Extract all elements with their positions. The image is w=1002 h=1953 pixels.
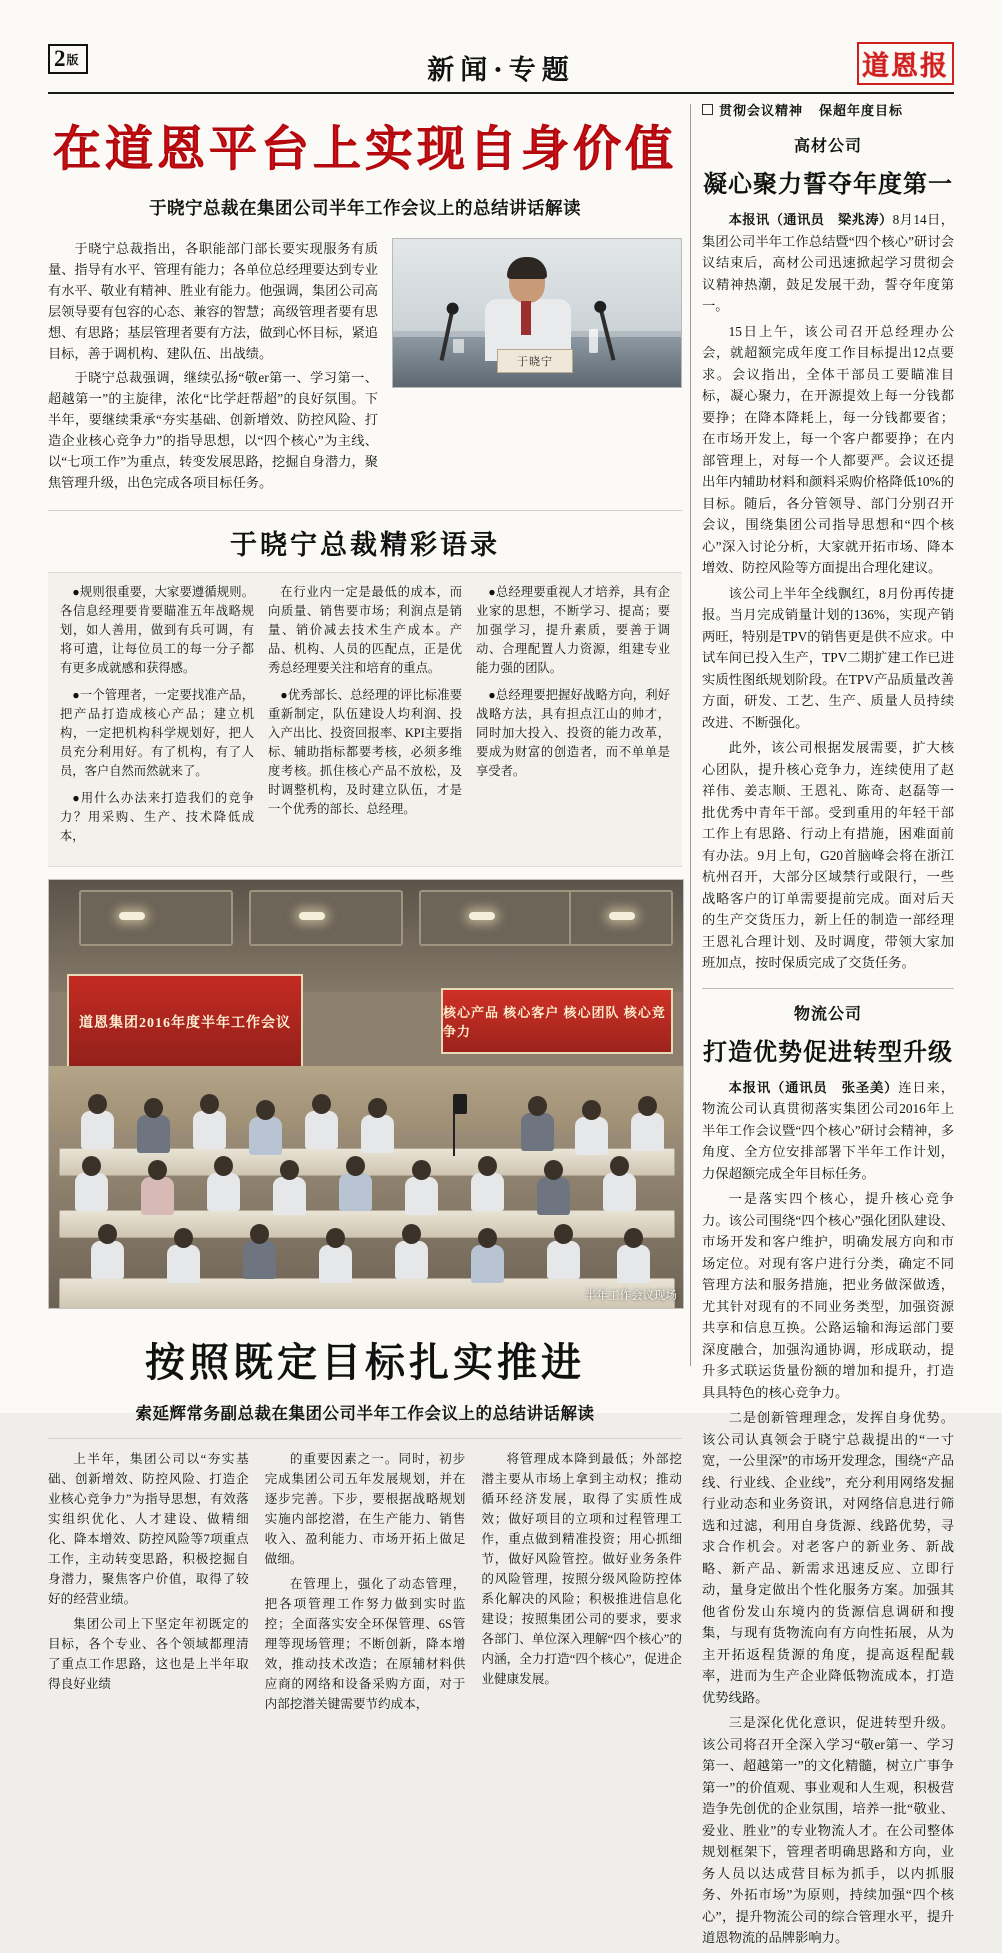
left-column xyxy=(48,104,682,1719)
quote-item xyxy=(268,583,462,678)
attendee xyxy=(573,1100,609,1154)
lead-section xyxy=(48,238,682,496)
article1-title: 凝心聚力誓夺年度第一 xyxy=(703,169,953,198)
ceiling-light xyxy=(299,912,325,920)
photo-caption: 半年工作会议现场 xyxy=(585,1290,677,1302)
attendee xyxy=(271,1160,307,1214)
quote-item xyxy=(476,583,670,678)
quotes-column xyxy=(476,583,670,854)
body-paragraph: 在管理上，强化了动态管理，把各项管理工作努力做到实时监控；全面落实安全环保管理、6S管理等现场管理；不断创新，降本增效，推动技术改造；在原辅材料供应商的网络和设备采购方面，对于内部挖潜关键需要节约成本， xyxy=(264,1577,466,1711)
quote-text: 在行业内一定是最低的成本，而向质量、销售要市场；利润点是销量、销价减去技术生产成本。产品、机构、人员的匹配点，正是优秀总经理要关注和培育的重点。 xyxy=(268,585,462,675)
quotes-box xyxy=(48,510,682,867)
right-column xyxy=(702,100,954,1953)
lead-text xyxy=(48,238,378,496)
body-paragraph: 15日上午，该公司召开总经理办公会，就超额完成年度工作目标提出12点要求。会议指出，全体干部员工要瞄准目标，凝心聚力，在开源提效上每一分钱都要挣；在降本降耗上，每一分钱都要省；在市场开发上，每一个客户都要挣；在内部管理上，对每一个人都要严。会议还提出年内辅助材料和颜料采购价格降低10%的目标。随后，各分管领导、部门分别召开会议，围绕集团公司指导思想和“四个核心”深入讨论分析，大家就开拓市场、降本增效、防控风险等方面提出合理化建议。 xyxy=(702,323,954,575)
water-bottle xyxy=(589,329,598,353)
page-number: 2 xyxy=(54,46,67,71)
attendee xyxy=(337,1156,373,1210)
section-title: 新闻·专题 xyxy=(427,55,575,86)
body-paragraph: 一是落实四个核心，提升核心竞争力。该公司围绕“四个核心”强化团队建设、市场开发和客户维护，明确发展方向和市场定位。对现有客户进行分类，确定不同管理方法和服务措施，把业务做深做透，尤其针对现有的不同业务类型，加强资源共享和信息互换。公路运输和海运部门要深度融合，加强沟通协调，形成联动，提升多式联运货量份额的增加和提升，打造具具特色的核心竞争力。 xyxy=(702,1191,954,1400)
quote-text: ●一个管理者，一定要找准产品，把产品打造成核心产品；建立机构，一定把机构科学规划好，把人员充分利用好。有了机构，有了人员，客户自然而然就来了。 xyxy=(60,688,254,778)
flag-left-text: 贯彻会议精神 xyxy=(719,103,804,118)
column-flag xyxy=(702,100,954,119)
attendee xyxy=(469,1228,505,1282)
body-paragraph: 三是深化优化意识，促进转型升级。该公司将召开全深入学习“敬er第一、学习第一、超越第一”的文化精髓，树立广事争第一”的价值观、事业观和人生观，积极营造争先创优的企业氛围，培养一批“敬业、爱业、胜业”的专业物流人才。在公司整体规划框架下，管理者明确思路和方向，业务人员以达成营目标为抓手，以内抓服务、外拓市场”为原则，持续加强“四个核心”，提升物流公司的综合管理水平，提升道恩物流的品牌影响力。 xyxy=(702,1715,954,1945)
quote-item xyxy=(60,583,254,678)
quotes-column xyxy=(60,583,254,854)
attendee xyxy=(535,1160,571,1214)
attendee xyxy=(601,1156,637,1210)
quote-item xyxy=(268,686,462,819)
body-paragraph: 该公司上半年全线飘红，8月份再传捷报。当月完成销量计划的136%，实现产销两旺，特别是TPV的销售更是供不应求。中试车间已投入生产，TPV二期扩建工作已进实质性图纸规划阶段。在TPV产品质量改善方面，研发、工艺、生产、质量人员持续改进、不断强化。 xyxy=(702,585,954,730)
attendee xyxy=(393,1224,429,1278)
attendee xyxy=(165,1228,201,1282)
paper-logo xyxy=(857,42,954,85)
attendee xyxy=(615,1228,651,1282)
masthead xyxy=(48,46,954,94)
body-paragraph xyxy=(702,209,954,317)
ceiling-panel xyxy=(79,890,233,946)
ceiling-light xyxy=(119,912,145,920)
article2-org: 物流公司 xyxy=(793,1005,862,1023)
attendee xyxy=(191,1094,227,1148)
main-headline: 在道恩平台上实现自身价值 xyxy=(52,121,677,177)
square-bullet-icon xyxy=(702,104,713,115)
attendee xyxy=(205,1156,241,1210)
body-paragraph: 将管理成本降到最低；外部挖潜主要从市场上拿到主动权；推动循环经济发展，取得了实质性成效；做好项目的立项和过程管理工作，重点做到精准投资；用心抓细节，做好风险管控。做好业务条件的风险管理，按照分级风险防控体系化解决的风险；积极推进信息化建设；按照集团公司的要求，要求各部门、单位深入理解“四个核心”的内涵，全力打造“四个核心”，促进企业健康发展。 xyxy=(481,1452,683,1686)
paragraph-text: 8月14日，集团公司半年工作总结暨“四个核心”研讨会议结束后，高材公司迅速掀起学习贯彻会议精神热潮，鼓足发展干劲，誓夺年度第一。 xyxy=(702,212,954,313)
attendee xyxy=(469,1156,505,1210)
paragraph-text: 连日来，物流公司认真贯彻落实集团公司2016年上半年工作会议暨“四个核心”研讨会精神，多角度、全方位安排部署下半年工作计划，力保超额完成全年目标任务。 xyxy=(702,1079,954,1181)
ceiling-light xyxy=(469,912,495,920)
quotes-title: 于晓宁总裁精彩语录 xyxy=(230,530,500,561)
body-paragraph: 的重要因素之一。同时，初步完成集团公司五年发展规划，并在逐步完善。下步，要根据战略规划实施内部挖潜，在生产能力、销售收入、盈利能力、市场开拓上做足做细。 xyxy=(264,1452,466,1566)
body-paragraph: 此外，该公司根据发展需要，扩大核心团队，提升核心竞争力，连续使用了赵祥伟、姜志顺、王恩礼、陈奇、赵磊等一批优秀中青年干部。受到重用的年轻干部工作上有思路、行动上有措施，困难面前有办法。9月上旬，G20首脑峰会将在浙江杭州召开，大部分区域禁行或限行，一些战略客户的订单需要提前完成。面对后天的生产交货压力，新上任的制造一部经理王恩礼合理计划、及时调度，带领大家加班加点，按时保质完成了交货任务。 xyxy=(702,740,954,970)
attendee xyxy=(73,1156,109,1210)
ceiling-panel xyxy=(419,890,573,946)
quotes-column xyxy=(268,583,462,854)
attendee xyxy=(403,1160,439,1214)
body-paragraph: 二是创新管理理念，发挥自身优势。该公司认真领会于晓宁总裁提出的“一寸宽，一公里深”的市场开发理念，围绕“产品线、行业线、企业线”，充分利用网络发掘行业动态和业务资讯，对网络信息进行筛选和过滤，利用自身货源、线路优势，寻求合作机会。对老客户的新业务、新战略、新产品、新需求迅速反应、立即行动，量身定做出个性化服务方案。加强其他省份发山东境内的货源信息调研和搜集，与现有货物流向有方向性拓展，从为主开拓返程货源的角度，提高返程配载率，进而为生产企业降低物流成本，打造优势线路。 xyxy=(702,1410,954,1705)
page-unit: 版 xyxy=(66,53,80,67)
article1-org: 高材公司 xyxy=(793,138,862,155)
projection-banner-right: 核心产品 核心客户 核心团队 核心竞争力 xyxy=(441,988,673,1054)
article1-body xyxy=(702,209,954,974)
attendee xyxy=(519,1096,555,1150)
attendee xyxy=(241,1224,277,1278)
body-paragraph: 集团公司上下坚定年初既定的目标，各个专业、各个领域都理清了重点工作思路，这也是上半年取得良好业绩 xyxy=(48,1617,249,1691)
photo-person xyxy=(479,261,575,357)
article2-title: 打造优势促进转型升级 xyxy=(703,1036,953,1066)
attendee xyxy=(545,1224,581,1278)
attendee xyxy=(135,1098,171,1152)
quotes-columns xyxy=(48,572,682,867)
lead-paragraph: 于晓宁总裁指出，各职能部门部长要实现服务有质量、指导有水平、管理有能力；各单位总经理要达到专业有水平、敬业有精神、胜业有能力。他强调，集团公司高层领导要有包容的心态、兼容的智慧；高级管理者要有思想、有思路；基层管理者要有方法，做到心怀目标，紧追目标，善于调机构、建队伍、出战绩。 xyxy=(48,241,378,361)
camera-icon xyxy=(453,1094,467,1114)
attendee xyxy=(317,1228,353,1282)
bottom-column xyxy=(48,1449,249,1719)
secondary-subheadline: 索延辉常务副总裁在集团公司半年工作会议上的总结讲话解读 xyxy=(135,1404,595,1423)
body-paragraph xyxy=(702,1077,954,1185)
column-divider xyxy=(690,104,691,1366)
attendee xyxy=(359,1098,395,1152)
projection-banner-left: 道恩集团2016年度半年工作会议 xyxy=(67,974,303,1070)
byline: 本报讯（通讯员 梁兆涛） xyxy=(728,212,893,227)
attendee xyxy=(89,1224,125,1278)
article-divider xyxy=(702,988,954,989)
water-glass xyxy=(453,339,464,353)
byline: 本报讯（通讯员 张圣美） xyxy=(728,1079,899,1095)
attendee xyxy=(79,1094,115,1148)
attendee xyxy=(629,1096,665,1150)
article2-body xyxy=(702,1077,954,1949)
person-hair xyxy=(507,257,547,279)
bottom-column xyxy=(481,1449,682,1719)
ceiling-light xyxy=(609,912,635,920)
attendee xyxy=(139,1160,175,1214)
person-tie xyxy=(521,301,531,335)
bottom-column xyxy=(265,1449,466,1719)
photo-conference xyxy=(48,879,684,1309)
nameplate: 于晓宁 xyxy=(497,349,573,373)
secondary-headline: 按照既定目标扎实推进 xyxy=(145,1339,585,1386)
bottom-article-columns xyxy=(48,1438,682,1719)
quote-text: ●优秀部长、总经理的评比标准要重新制定，队伍建设人均利润、投入产出比、投资回报率、KPI主要指标、辅助指标都要考核，必须多维度考核。抓住核心产品不放松，及时调整机构，及时建立队伍，才是一个优秀的部长、总经理。 xyxy=(268,688,462,816)
paper-name: 道恩报 xyxy=(857,42,954,85)
table-row xyxy=(59,1278,675,1309)
quote-item xyxy=(60,789,254,846)
attendee xyxy=(247,1100,283,1154)
quote-item xyxy=(476,686,670,781)
quote-text: ●规则很重要，大家要遵循规则。各信息经理要肯要瞄准五年战略规划，如人善用，做到有兵可调，有将可遣，让每位员工的每一分子都有更多成就感和获得感。 xyxy=(60,585,254,675)
quote-text: ●总经理要重视人才培养，具有企业家的思想，不断学习、提高；要加强学习，提升素质，要善于调动、合理配置人力资源，组建专业能力强的团队。 xyxy=(476,585,670,675)
main-subheadline: 于晓宁总裁在集团公司半年工作会议上的总结讲话解读 xyxy=(149,198,581,218)
ceiling-panel xyxy=(249,890,403,946)
quote-text: ●用什么办法来打造我们的竞争力？用采购、生产、技术降低成本， xyxy=(60,791,254,843)
quote-text: ●总经理要把握好战略方向，利好战略方法，具有担点江山的帅才，同时加大投入、投资的能力改革，要成为财富的创造者，而不单单是享受者。 xyxy=(476,688,670,778)
quote-item xyxy=(60,686,254,781)
tripod xyxy=(453,1112,455,1156)
photo-speaker xyxy=(392,238,682,388)
body-paragraph: 上半年，集团公司以“夯实基础、创新增效、防控风险、打造企业核心竞争力”为指导思想，有效落实组织优化、人才建设、做精细化、降本增效、防控风险等7项重点工作，主动转变思路，积极挖掘自身潜力，聚焦客户价值，取得了较好的经营业绩。 xyxy=(48,1452,249,1606)
flag-right-text: 保超年度目标 xyxy=(819,103,904,118)
attendee xyxy=(303,1094,339,1148)
lead-paragraph: 于晓宁总裁强调，继续弘扬“敬er第一、学习第一、超越第一”的主旋律，浓化“比学赶帮超”的良好氛围。下半年，要继续秉承“夯实基础、创新增效、防控风险、打造企业核心竞争力”的指导思想，以“四个核心”为主线、以“七项工作”为重点，转变发展思路，挖掘自身潜力，聚焦管理升级，出色完成各项目标任务。 xyxy=(48,370,378,490)
